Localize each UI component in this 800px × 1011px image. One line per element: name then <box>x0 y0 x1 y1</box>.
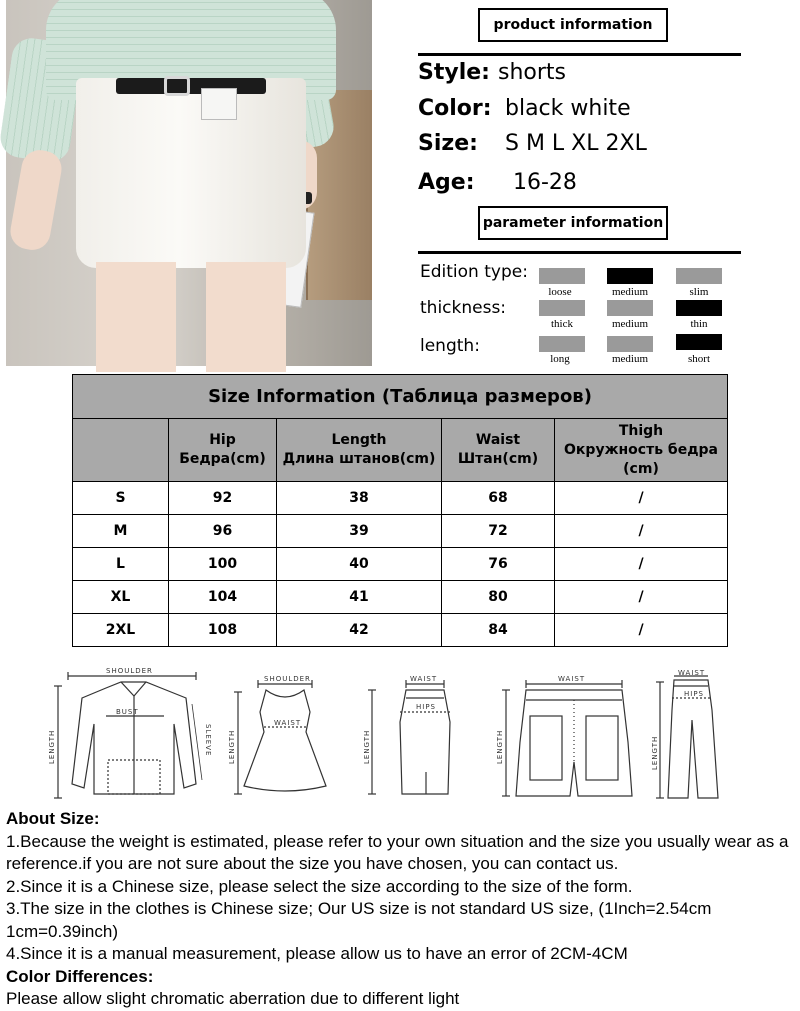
edition-slim-caption: slim <box>689 286 709 298</box>
skirt-diagram <box>363 672 466 802</box>
cell-waist: 80 <box>442 581 555 614</box>
cell-thigh: / <box>555 614 728 647</box>
age-key: Age: <box>418 170 475 195</box>
product-photo <box>6 0 372 366</box>
cell-length: 39 <box>277 515 442 548</box>
length-short-swatch <box>676 334 722 350</box>
cell-waist: 84 <box>442 614 555 647</box>
cell-thigh: / <box>555 548 728 581</box>
color-value: black white <box>505 96 631 121</box>
cell-hip: 92 <box>169 482 277 515</box>
size-row <box>418 131 647 156</box>
cell-size: M <box>73 515 169 548</box>
color-note-line: Please allow slight chromatic aberration due to different light <box>6 989 460 1008</box>
thickness-medium-caption: medium <box>611 318 649 330</box>
cell-length: 38 <box>277 482 442 515</box>
waist-label-4: WAIST <box>678 669 706 677</box>
hips-label-2: HIPS <box>684 690 704 698</box>
size-value: S M L XL 2XL <box>505 131 647 156</box>
cell-hip: 104 <box>169 581 277 614</box>
note-line: 1.Because the weight is estimated, please refer to your own situation and the size you usually wear as a reference.if you are not sure about the size you have chosen, you can contact us. <box>6 831 789 873</box>
edition-type-label: Edition type: <box>420 262 528 282</box>
length-label-1: LENGTH <box>48 729 56 764</box>
length-label-3: LENGTH <box>363 729 371 764</box>
size-key: Size: <box>418 131 478 156</box>
cell-size: S <box>73 482 169 515</box>
style-key: Style: <box>418 60 490 85</box>
divider <box>418 53 741 56</box>
length-label-5: LENGTH <box>651 735 659 770</box>
header-size <box>73 419 169 482</box>
shorts-diagram <box>496 672 646 802</box>
age-value: 16-28 <box>513 170 577 195</box>
jacket-diagram <box>46 664 216 804</box>
cell-hip: 108 <box>169 614 277 647</box>
table-row <box>73 482 728 515</box>
thickness-medium-swatch <box>607 300 653 316</box>
cell-hip: 100 <box>169 548 277 581</box>
note-line: 3.The size in the clothes is Chinese size; Our US size is not standard US size, (1Inch=2.54cm 1cm=0.39inch) <box>6 899 712 941</box>
color-key: Color: <box>418 96 492 121</box>
table-row <box>73 515 728 548</box>
thickness-thin-caption: thin <box>690 318 708 330</box>
thickness-thick-swatch <box>539 300 585 316</box>
style-value: shorts <box>498 60 566 85</box>
edition-loose-swatch <box>539 268 585 284</box>
length-label: length: <box>420 336 480 356</box>
cell-waist: 76 <box>442 548 555 581</box>
header-length: Length Длина штанов(cm) <box>277 419 442 482</box>
cell-thigh: / <box>555 515 728 548</box>
sleeve-label: SLEEVE <box>204 724 212 757</box>
thickness-thick-caption: thick <box>551 318 573 330</box>
dress-diagram <box>226 672 336 802</box>
cell-waist: 72 <box>442 515 555 548</box>
table-row <box>73 614 728 647</box>
header-thigh: Thigh Окружность бедра (cm) <box>555 419 728 482</box>
length-label-4: LENGTH <box>496 729 504 764</box>
header-waist: Waist Штан(cm) <box>442 419 555 482</box>
bust-label: BUST <box>116 708 139 716</box>
size-notes <box>6 808 798 1011</box>
color-row <box>418 96 631 121</box>
thickness-thin-swatch <box>676 300 722 316</box>
edition-medium-swatch <box>607 268 653 284</box>
waist-label-1: WAIST <box>274 719 302 727</box>
cell-length: 40 <box>277 548 442 581</box>
cell-size: 2XL <box>73 614 169 647</box>
table-row <box>73 548 728 581</box>
cell-length: 41 <box>277 581 442 614</box>
cell-waist: 68 <box>442 482 555 515</box>
cell-thigh: / <box>555 581 728 614</box>
parameter-information-title: parameter information <box>478 206 668 240</box>
note-line: 2.Since it is a Chinese size, please select the size according to the size of the form. <box>6 876 633 896</box>
size-table-caption: Size Information (Таблица размеров) <box>73 375 728 419</box>
waist-label-3: WAIST <box>558 675 586 683</box>
cell-thigh: / <box>555 482 728 515</box>
length-medium-swatch <box>607 336 653 352</box>
pants-diagram <box>651 669 724 802</box>
size-table <box>72 374 728 647</box>
about-size-heading: About Size: <box>6 809 100 828</box>
edition-medium-caption: medium <box>611 286 649 298</box>
length-medium-caption: medium <box>611 353 649 365</box>
length-long-caption: long <box>550 353 570 365</box>
table-row <box>73 581 728 614</box>
shoulder-label: SHOULDER <box>106 667 153 675</box>
shoulder-label-2: SHOULDER <box>264 675 311 683</box>
waist-label-2: WAIST <box>410 675 438 683</box>
cell-length: 42 <box>277 614 442 647</box>
thickness-label: thickness: <box>420 298 507 318</box>
cell-size: L <box>73 548 169 581</box>
edition-loose-caption: loose <box>548 286 572 298</box>
age-row <box>418 170 577 195</box>
note-line: 4.Since it is a manual measurement, please allow us to have an error of 2CM-4CM <box>6 944 628 963</box>
divider <box>418 251 741 254</box>
length-long-swatch <box>539 336 585 352</box>
edition-slim-swatch <box>676 268 722 284</box>
color-differences-heading: Color Differences: <box>6 966 154 986</box>
cell-size: XL <box>73 581 169 614</box>
header-hip: Hip Бедра(cm) <box>169 419 277 482</box>
hips-label-1: HIPS <box>416 703 436 711</box>
length-short-caption: short <box>688 353 710 365</box>
cell-hip: 96 <box>169 515 277 548</box>
style-row <box>418 60 566 85</box>
product-information-title: product information <box>478 8 668 42</box>
length-label-2: LENGTH <box>228 729 236 764</box>
